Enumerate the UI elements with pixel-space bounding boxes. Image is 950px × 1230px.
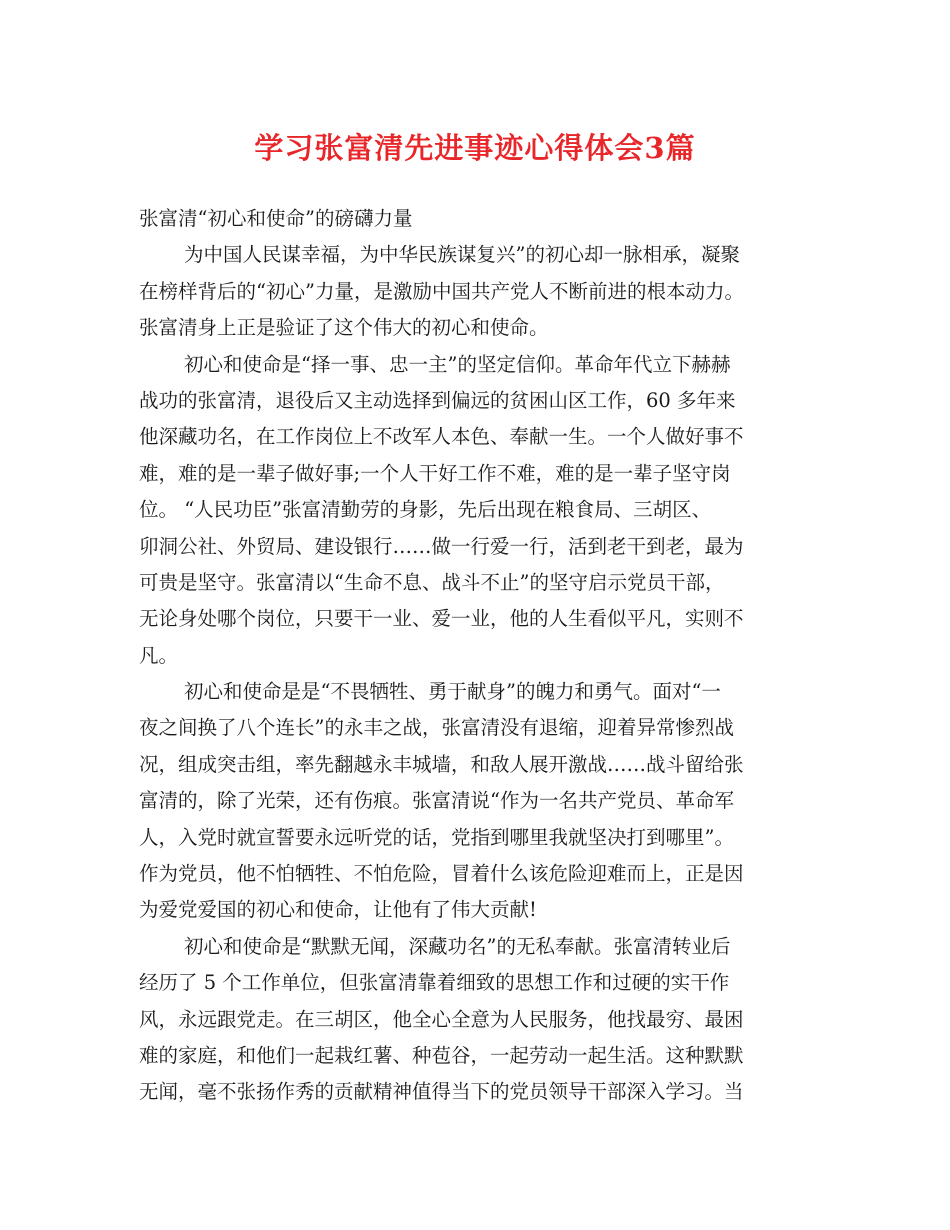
text-line: 位。 “人民功臣”张富清勤劳的身影，先后出现在粮食局、三胡区、 <box>139 498 712 522</box>
text-line: 可贵是坚守。张富清以“生命不息、战斗不止”的坚守启示党员干部， <box>139 570 725 594</box>
text-line: 凡。 <box>139 643 179 667</box>
text-line: 张富清身上正是验证了这个伟大的初心和使命。 <box>139 316 549 340</box>
text-line: 无闻，毫不张扬作秀的贡献精神值得当下的党员领导干部深入学习。当 <box>139 1080 744 1104</box>
text-line: 无论身处哪个岗位，只要干一业、爱一业，他的人生看似平凡，实则不 <box>139 607 744 631</box>
text-line: 经历了 5 个工作单位，但张富清靠着细致的思想工作和过硬的实干作 <box>139 971 730 995</box>
text-line: 为中国人民谋幸福，为中华民族谋复兴”的初心却一脉相承，凝聚 <box>184 243 740 267</box>
text-line: 卯洞公社、外贸局、建设银行……做一行爱一行，活到老干到老，最为 <box>139 534 744 558</box>
text-line: 富清的，除了光荣，还有伤痕。张富清说“作为一名共产党员、革命军 <box>139 789 734 813</box>
text-line: 初心和使命是“默默无闻，深藏功名”的无私奉献。张富清转业后 <box>184 934 731 958</box>
text-line: 在榜样背后的“初心”力量，是激励中国共产党人不断前进的根本动力。 <box>139 279 744 303</box>
document-title: 学习张富清先进事迹心得体会3篇 <box>254 131 696 165</box>
text-line: 夜之间换了八个连长”的永丰之战，张富清没有退缩，迎着异常惨烈战 <box>139 716 734 740</box>
text-line: 张富清“初心和使命”的磅礴力量 <box>139 207 413 230</box>
text-line: 难，难的是一辈子做好事;一个人干好工作不难，难的是一辈子坚守岗 <box>139 461 731 485</box>
text-line: 难的家庭，和他们一起栽红薯、种苞谷，一起劳动一起生活。这种默默 <box>139 1043 744 1067</box>
text-line: 初心和使命是“择一事、忠一主”的坚定信仰。革命年代立下赫赫 <box>184 352 731 376</box>
text-line: 作为党员，他不怕牺牲、不怕危险，冒着什么该危险迎难而上，正是因 <box>139 862 744 886</box>
text-line: 为爱党爱国的初心和使命，让他有了伟大贡献! <box>139 898 537 922</box>
text-line: 他深藏功名，在工作岗位上不改军人本色、奉献一生。一个人做好事不 <box>139 425 744 449</box>
text-line: 人，入党时就宣誓要永远听党的话，党指到哪里我就坚决打到哪里”。 <box>139 825 734 849</box>
text-line: 战功的张富清，退役后又主动选择到偏远的贫困山区工作，60 多年来 <box>139 388 736 412</box>
text-line: 况，组成突击组，率先翻越永丰城墙，和敌人展开激战……战斗留给张 <box>139 752 744 776</box>
document-body <box>139 201 829 1111</box>
text-line: 初心和使命是是“不畏牺牲、勇于献身”的魄力和勇气。面对“一 <box>184 680 721 704</box>
text-line: 风，永远跟党走。在三胡区，他全心全意为人民服务，他找最穷、最困 <box>139 1007 744 1031</box>
